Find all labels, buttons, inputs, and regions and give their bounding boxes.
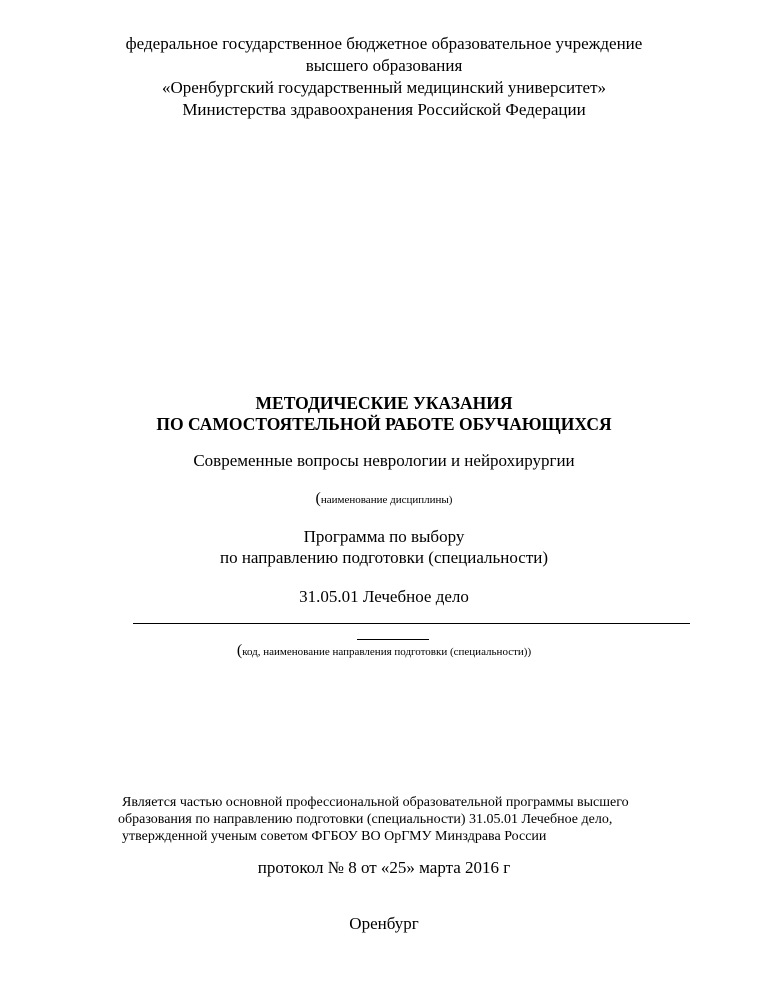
approval-line-1: Является частью основной профессиональной образовательной программы высшего	[122, 795, 629, 810]
institution-line-1: федеральное государственное бюджетное образовательное учреждение	[125, 34, 643, 53]
discipline-caption-paren: (	[315, 490, 321, 507]
approval-line-2: образования по направлению подготовки (специальности) 31.05.01 Лечебное дело,	[118, 812, 613, 827]
document-title-line-2: ПО САМОСТОЯТЕЛЬНОЙ РАБОТЕ ОБУЧАЮЩИХСЯ	[156, 414, 612, 434]
fill-in-rule	[133, 623, 690, 624]
city-name: Оренбург	[349, 914, 419, 933]
institution-line-2: высшего образования	[305, 56, 463, 75]
discipline-caption-text: наименование дисциплины)	[320, 494, 453, 506]
specialty-code-name: 31.05.01 Лечебное дело	[299, 587, 469, 606]
program-line-2: по направлению подготовки (специальности)	[219, 548, 549, 567]
discipline-name: Современные вопросы неврологии и нейрохирургии	[193, 451, 575, 470]
fill-in-rule-short	[357, 639, 429, 640]
document-title-line-1: МЕТОДИЧЕСКИЕ УКАЗАНИЯ	[255, 393, 513, 413]
institution-line-3: «Оренбургский государственный медицинский университет»	[161, 78, 607, 97]
discipline-caption	[0, 490, 768, 508]
specialty-caption-paren: (	[236, 642, 243, 659]
protocol-line: протокол № 8 от «25» марта 2016 г	[257, 858, 511, 877]
program-line-1: Программа по выбору	[303, 527, 465, 546]
specialty-caption	[0, 642, 768, 660]
specialty-caption-text: код, наименование направления подготовки (специальности))	[242, 646, 532, 658]
institution-line-4: Министерства здравоохранения Российской Федерации	[182, 100, 586, 119]
approval-line-3: утвержденной ученым советом ФГБОУ ВО ОрГМУ Минздрава России	[122, 829, 547, 844]
